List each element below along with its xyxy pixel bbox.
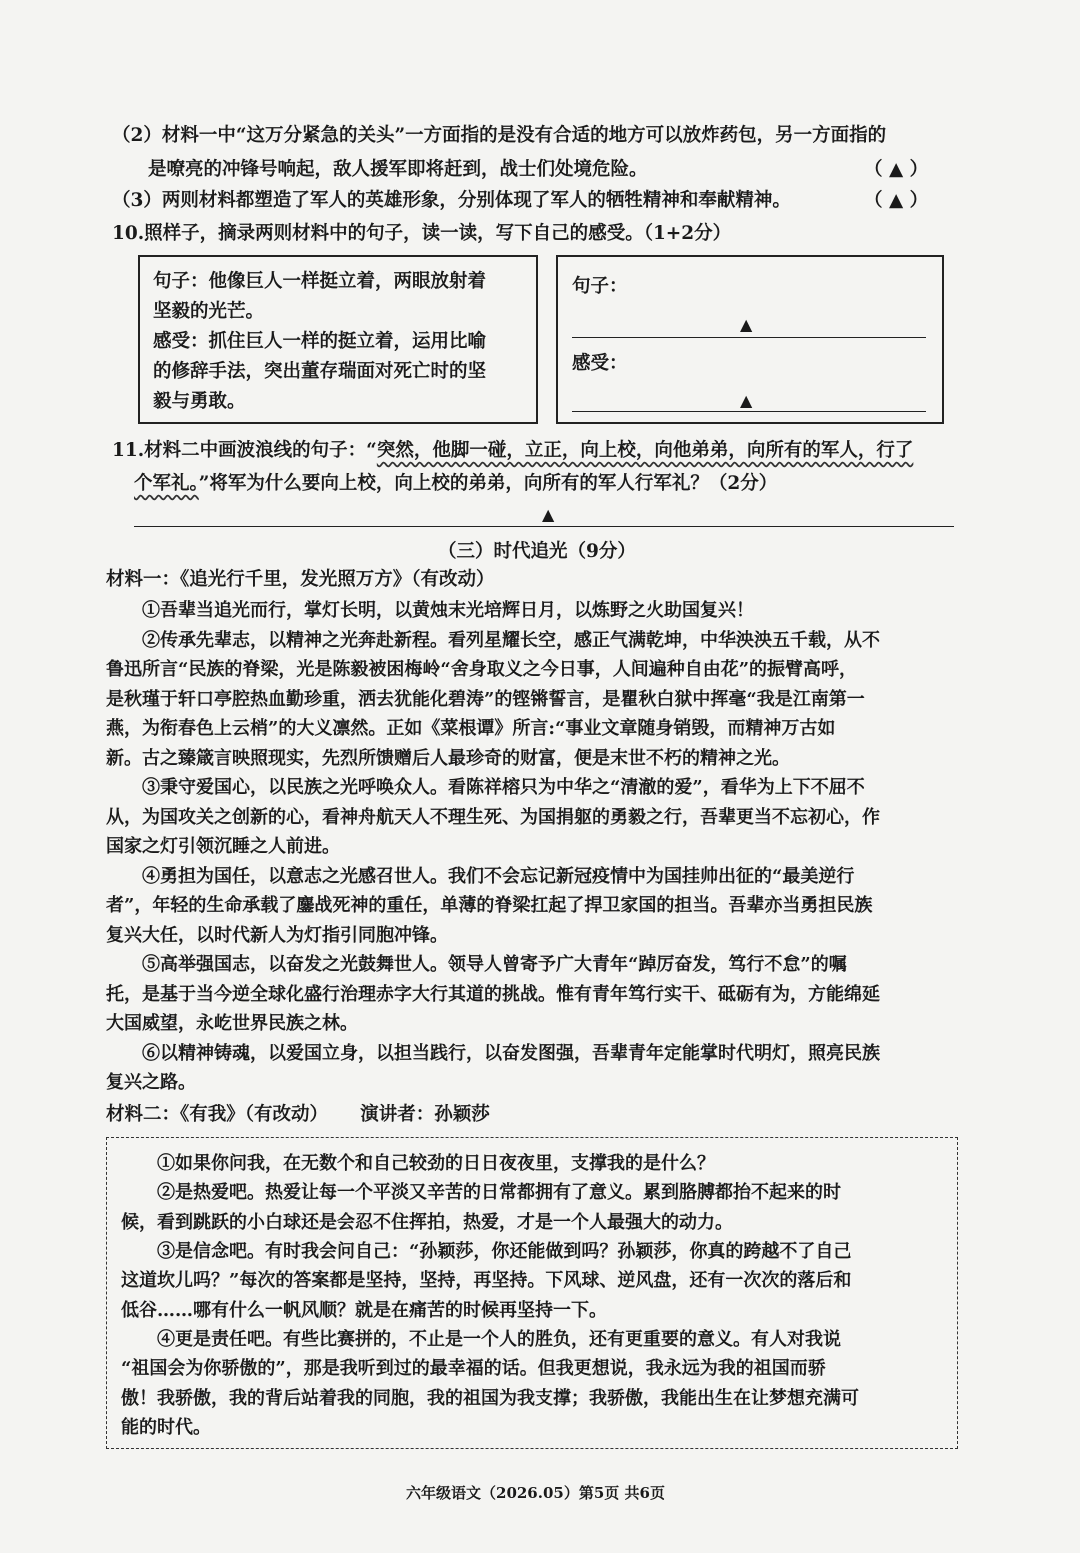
- material2-line: 傲！我骄傲，我的背后站着我的同胞，我的祖国为我支撑；我骄傲，我能出生在让梦想充满可: [121, 1388, 859, 1409]
- q11-answer-line[interactable]: [134, 526, 954, 527]
- material1-line: 大国威望，永屹世界民族之林。: [106, 1013, 358, 1034]
- q9-item3-line1: （3）两则材料都塑造了军人的英雄形象，分别体现了军人的牺牲精神和奉献精神。: [112, 190, 791, 211]
- material2-line: ③是信念吧。有时我会问自己：“孙颖莎，你还能做到吗？孙颖莎，你真的跨越不了自己: [157, 1241, 852, 1262]
- material2-line: “祖国会为你骄傲的”，那是我听到过的最幸福的话。但我更想说，我永远为我的祖国而骄: [121, 1358, 826, 1379]
- material2-line: ②是热爱吧。热爱让每一个平淡又辛苦的日常都拥有了意义。累到胳膊都抬不起来的时: [157, 1182, 841, 1203]
- q9-item2-line2: 是嘹亮的冲锋号响起，敌人援军即将赶到，战士们处境危险。: [148, 159, 648, 180]
- q11-answer-marker: ▲: [542, 505, 555, 524]
- material1-line: ③秉守爱国心，以民族之光呼唤众人。看陈祥榕只为中华之“清澈的爱”，看华为上下不屈不: [142, 777, 865, 798]
- q11-suffix: ”将军为什么要向上校，向上校的弟弟，向所有的军人行军礼？（2分）: [198, 473, 778, 494]
- q11-wavy-part2: 个军礼。: [134, 473, 199, 494]
- material2-line: 能的时代。: [121, 1417, 211, 1438]
- material2-line: ①如果你问我，在无数个和自己较劲的日日夜夜里，支撑我的是什么？: [157, 1153, 715, 1174]
- answer-sentence-line[interactable]: [572, 337, 926, 338]
- example-line3: 感受：抓住巨人一样的挺立着，运用比喻: [153, 331, 487, 352]
- material1-line: ②传承先辈志，以精神之光奔赴新程。看列星耀长空，感正气满乾坤，中华泱泱五千载，从不: [142, 630, 880, 651]
- material1-line: 国家之灯引领沉睡之人前进。: [106, 836, 340, 857]
- material1-line: 是秋瑾于轩口亭腔热血勤珍重，洒去犹能化碧涛”的铿锵誓言，是瞿秋白狱中挥毫“我是江南第一: [106, 689, 865, 710]
- q9-item2-line1: （2）材料一中“这万分紧急的关头”一方面指的是没有合适的地方可以放炸药包，另一方面指的: [112, 125, 887, 146]
- example-line4: 的修辞手法，突出董存瑞面对死亡时的坚: [153, 361, 487, 382]
- material1-line: 复兴大任，以时代新人为灯指引同胞冲锋。: [106, 925, 448, 946]
- example-line2: 坚毅的光芒。: [153, 301, 265, 322]
- q10-answer-box[interactable]: [556, 255, 944, 424]
- material2-line: ④更是责任吧。有些比赛拼的，不止是一个人的胜负，还有更重要的意义。有人对我说: [157, 1329, 841, 1350]
- material1-line: 托，是基于当今逆全球化盛行治理赤字大行其道的挑战。惟有青年笃行实干、砥砺有为，方能绵延: [106, 984, 880, 1005]
- material2-heading: 材料二：《有我》（有改动） 演讲者：孙颖莎: [106, 1104, 490, 1125]
- example-line1: 句子：他像巨人一样挺立着，两眼放射着: [153, 271, 487, 292]
- q10-example-box: [138, 255, 538, 424]
- q11-prefix: 11.材料二中画波浪线的句子：“: [112, 440, 377, 461]
- q11-wavy-part1: 突然，他脚一碰，立正，向上校，向他弟弟，向所有的军人，行了: [376, 440, 914, 461]
- q9-item3-answer[interactable]: （ ▲ ）: [864, 190, 929, 211]
- example-line5: 毅与勇敢。: [153, 391, 246, 412]
- material1-line: ⑥以精神铸魂，以爱国立身，以担当践行，以奋发图强，吾辈青年定能掌时代明灯，照亮民族: [142, 1043, 880, 1064]
- material1-line: 燕，为衔春色上云梢”的大义凛然。正如《菜根谭》所言:“事业文章随身销毁，而精神万古如: [106, 718, 836, 739]
- material1-line: 复兴之路。: [106, 1072, 196, 1093]
- material2-line: 这道坎儿吗？”每次的答案都是坚持，坚持，再坚持。下风球、逆风盘，还有一次次的落后和: [121, 1270, 852, 1291]
- q9-item2-answer[interactable]: （ ▲ ）: [864, 159, 929, 180]
- material1-heading: 材料一：《追光行千里，发光照万方》（有改动）: [106, 569, 495, 590]
- material1-line: 者”，年轻的生命承载了鏖战死神的重任，单薄的脊梁扛起了捍卫家国的担当。吾辈亦当勇担民族: [106, 895, 873, 916]
- material2-box: [106, 1137, 958, 1449]
- answer-sentence-label: 句子：: [572, 276, 628, 297]
- answer-feeling-line[interactable]: [572, 411, 926, 412]
- material1-line: 新。古之臻箴言映照现实，先烈所馈赠后人最珍奇的财富，便是末世不朽的精神之光。: [106, 748, 790, 769]
- material1-line: ④勇担为国任，以意志之光感召世人。我们不会忘记新冠疫情中为国挂帅出征的“最美逆行: [142, 866, 855, 887]
- material1-line: 鲁迅所言“民族的脊梁，光是陈毅被困梅岭“舍身取义之今日事，人间遍种自由花”的振臂高呼，: [106, 659, 858, 680]
- q10-prompt: 10.照样子，摘录两则材料中的句子，读一读，写下自己的感受。（1+2分）: [112, 223, 732, 244]
- answer-feeling-marker: ▲: [740, 391, 753, 410]
- material1-line: 从，为国攻关之创新的心，看神舟航天人不理生死、为国捐躯的勇毅之行，吾辈更当不忘初心，作: [106, 807, 880, 828]
- section3-title: （三）时代追光（9分）: [438, 541, 636, 562]
- material2-line: 候，看到跳跃的小白球还是会忍不住挥拍，热爱，才是一个人最强大的动力。: [121, 1212, 733, 1233]
- material1-line: ⑤高举强国志，以奋发之光鼓舞世人。领导人曾寄予广大青年“踔厉奋发，笃行不怠”的嘱: [142, 954, 847, 975]
- q11-line1: [112, 436, 913, 466]
- q11-line2: [134, 469, 777, 499]
- material2-line: 低谷……哪有什么一帆风顺？就是在痛苦的时候再坚持一下。: [121, 1300, 607, 1321]
- material1-line: ①吾辈当追光而行，掌灯长明，以黄烛末光培辉日月，以炼野之火助国复兴！: [142, 600, 754, 621]
- answer-sentence-marker: ▲: [740, 315, 753, 334]
- answer-feeling-label: 感受：: [572, 353, 628, 374]
- page-footer: 六年级语文（2026.05）第5页 共6页: [406, 1484, 665, 1502]
